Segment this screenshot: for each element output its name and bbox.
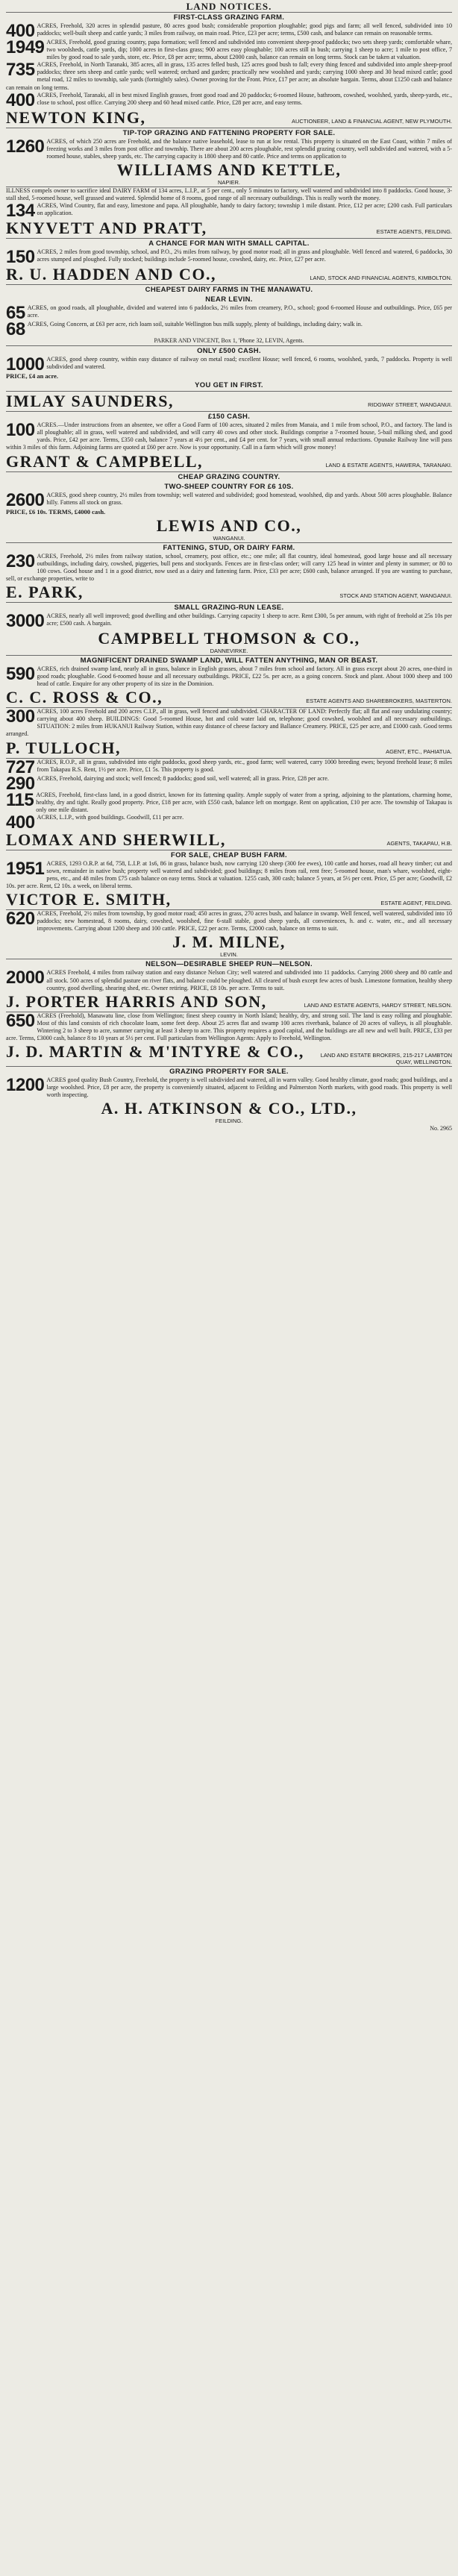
acreage-number: 2000	[6, 969, 45, 988]
agent-signature	[6, 933, 452, 958]
listing-text: ACRES, Freehold, in North Taranaki, 385 acres, all in grass, 135 acres felled bush, 125 acres good bush to fall; every thing fenced and subdivided into ample sheep-proof paddocks; three sets sheep and cattle yards; well watered; orchard and garden; practically new woolshed and yards; carrying 1000 sheep and 30 head mixed cattle; good metal road, 12 miles to township, sale yards (fortnightly sales). Owner proving for the Front. Price, £17 per acre; an absolute bargain. Terms, about £1250 cash and balance can remain on long terms.	[6, 61, 452, 91]
agent-signature	[6, 890, 452, 909]
listing-text: ACRES, 2 miles from good township, school, and P.O., 2¼ miles from railway, by good motor road; all in grass and ploughable. Well fenced and watered, 6 paddocks, 30 acres stumped and ploughed. Fully stocked; buildings include 5-roomed house, cowshed, dairy, etc. Price, £27 per acre.	[37, 248, 452, 263]
listing-text: ACRES, Freehold, 2½ miles from railway station, school, creamery, post office, etc.; one mile; all flat country, ideal homestead, good large house and all necessary outbuildings, including dairy, cowshed, piggeries, bull pens and stockyards. Fences are in first-class order; will carry 125 head in winter and plenty in summer; or 80 to 100 cows. Good house and 1 in a good district, now used as a dairy and fattening farm. Price, £33 per acre; £600 cash, balance arranged. If you are wanting to purchase, sell, or exchange properties, write to	[6, 552, 452, 582]
acreage-number: 230	[6, 552, 35, 571]
listing-paragraph	[6, 969, 452, 991]
acreage-number: 1260	[6, 137, 45, 157]
ad-heading: FOR SALE, CHEAP BUSH FARM.	[171, 850, 287, 859]
agent-name: C. C. ROSS & CO.,	[6, 688, 163, 707]
agent-signature	[6, 219, 452, 237]
listing-paragraph	[6, 1077, 452, 1099]
agent-address: WANGANUI.	[213, 534, 245, 542]
advertisement	[6, 707, 452, 757]
agent-signature	[6, 583, 452, 601]
agent-address: LAND & ESTATE AGENTS, HAWERA, TARANAKI.	[325, 461, 452, 468]
listing-paragraph	[6, 665, 452, 688]
agent-address: NAPIER.	[217, 178, 240, 186]
ad-heading: FIRST-CLASS GRAZING FARM.	[173, 13, 285, 22]
listing-paragraph	[6, 248, 452, 265]
listing-paragraph	[6, 492, 452, 508]
agent-name: NEWTON KING,	[6, 107, 146, 127]
advertisement	[6, 850, 452, 909]
listing-paragraph	[6, 814, 452, 830]
ad-heading: £150 CASH.	[207, 413, 251, 422]
agent-signature	[6, 452, 452, 471]
listing-text: ACRES.—Under instructions from an absentee, we offer a Good Farm of 100 acres, situated 2 miles from Manaia, and 1 mile from school, P.O., and factory. The land is all ploughable; all in grass, well watered and subdivided, and will carry 40 cows and other stock. Buildings comprise a 7-roomed house, 5-bail milking shed, and good yards. Price, £42 per acre. Terms, £350 cash, balance 7 years at 4½ per cent., and £4 per cent. for 7 years, with small annual reductions. Opunake Railway line will pass within 3 miles of this farm. Adjoining farms are quoted at £60 per acre. Now is your opportunity. Call in a farm which will grow money!	[6, 422, 452, 451]
listing-text: ACRES, Freehold, 2½ miles from township, by good motor road; 450 acres in grass, 270 acres bush, and balance in swamp. Well fenced, well watered, subdivided into 10 paddocks; new homestead, 8 rooms, dairy, cowshed, woolshed, fine 6-stall stable, good sheep yards, all conveniences, h. and c. water, etc., and all necessary improvements. Carrying about 1200 sheep and 100 cattle. PRICE, £22 per acre. Terms, £2000 cash, balance on terms to suit.	[37, 910, 452, 933]
listing-text: ACRES, nearly all well improved; good dwelling and other buildings. Carrying capacity 1 sheep to acre. Rent £300, 5s per annum, with right of freehold at 25s 10s per acre; £500 cash. A bargain.	[46, 612, 452, 627]
listing-paragraph	[6, 61, 452, 91]
listing-paragraph	[6, 39, 452, 61]
agent-address: LAND AND ESTATE BROKERS, 215-217 LAMBTON QUAY, WELLINGTON.	[320, 1052, 452, 1066]
agent-address: AGENT, ETC., PAHIATUA.	[386, 748, 452, 755]
ad-heading: NELSON—DESIRABLE SHEEP RUN—NELSON.	[145, 960, 313, 969]
ad-subheading: NEAR LEVIN.	[205, 295, 253, 304]
agent-signature	[6, 392, 452, 410]
listing-paragraph	[6, 92, 452, 108]
listing-paragraph	[6, 356, 452, 372]
advertisement	[6, 411, 452, 471]
listing-text: ACRES, Freehold, 320 acres in splendid pasture, 80 acres good bush; considerable proportion ploughable; good pigs and farm; all well fenced, subdivided into 10 paddocks; well-built sheep and cattle yards; 3 miles from railway, on main road. Price, £23 per acre; terms, £500 cash, and balance can remain on reasonable terms.	[37, 22, 452, 37]
listing-text: ACRES, Freehold, Taranaki, all in best mixed English grasses, front good road and 20 paddocks; 6-roomed House, bathroom, cowshed, woolshed, yards, sheep-yards, etc., close to school, post office. Carrying 200 sheep and 60 head mixed cattle. Price, £28 per acre, and easy terms.	[37, 91, 452, 106]
listing-text: ACRES Freehold, 4 miles from railway station and easy distance Nelson City; well watered and subdivided into 11 paddocks. Carrying 2000 sheep and 80 cattle and all stock. 500 acres of splendid pasture on river flats, and balance could be ploughed. All cleared of bush except few acres of bush. Limestone formation, healthy sheep country, good dwelling, shearing shed, etc. Owner retiring. PRICE, £8 10s. per acre. Terms to suit.	[46, 969, 452, 991]
acreage-number: 3000	[6, 612, 45, 629]
listing-paragraph	[6, 187, 452, 202]
acreage-number: 735	[6, 61, 35, 81]
agent-signature	[6, 992, 452, 1011]
listing-text: ACRES, L.I.P., with good buildings. Goodwill, £11 per acre.	[37, 813, 184, 821]
acreage-number: 400	[6, 22, 35, 39]
agent-address: AGENTS, TAKAPAU, H.B.	[386, 839, 452, 847]
acreage-number: 620	[6, 910, 35, 930]
agent-name: R. U. HADDEN AND CO.,	[6, 265, 217, 284]
listing-paragraph	[6, 792, 452, 814]
listing-paragraph	[6, 612, 452, 629]
agent-name: WILLIAMS AND KETTLE,	[116, 160, 342, 179]
listing-paragraph	[6, 304, 452, 321]
agent-signature	[6, 739, 452, 757]
acreage-number: 650	[6, 1012, 35, 1031]
agent-signature	[6, 688, 452, 706]
ads-column	[6, 12, 452, 1125]
price-line: PRICE, £6 10s. TERMS, £4000 cash.	[6, 507, 106, 515]
advertisement	[6, 187, 452, 238]
agent-address: LAND AND ESTATE AGENTS, HARDY STREET, NELSON.	[304, 1001, 452, 1009]
acreage-number: 300	[6, 708, 35, 727]
listing-text: ACRES, rich drained swamp land, nearly all in grass, balance in English grasses, about 7 miles from school and factory. All in grass except about 20 acres, one-third in good roads; ploughable. Good 6-roomed house and all necessary outbuildings. PRICE, £22 5s. per acre, as a going concern. Stock and plant. About 1000 sheep and 100 head of cattle. Enquire for any other property of its size in the Dominion.	[37, 665, 452, 688]
ad-subheading: TWO-SHEEP COUNTRY FOR £6 10S.	[164, 482, 294, 491]
agent-name: LOMAX AND SHERWILL,	[6, 830, 226, 849]
listing-paragraph	[6, 860, 452, 890]
advertisement	[6, 655, 452, 707]
agent-contact-line: PARKER AND VINCENT, Box 1, 'Phone 32, LEVIN, Agents.	[154, 337, 304, 345]
acreage-number: 115	[6, 791, 34, 810]
listing-text: ACRES, 100 acres Freehold and 200 acres C.I.P., all in grass, well fenced and subdivided. CHARACTER OF LAND: Perfectly flat; all flat and easy undulating country; carrying about 400 sheep. BUILDINGS: Good 5-roomed House, hot and cold water laid on, telephone; good cowshed, woolshed and all necessary outbuildings. SITUATION: 2 miles from HUKANUI Railway Station, within easy distance of cheese factory and Ballance Creamery. PRICE, £25 per acre, and £1000 cash. Good terms arranged.	[6, 708, 452, 738]
listing-paragraph	[6, 1012, 452, 1042]
agent-address: ESTATE AGENTS AND SHAREBROKERS, MASTERTON.	[306, 698, 452, 705]
acreage-number: 400	[6, 91, 35, 108]
agent-signature	[6, 265, 452, 283]
acreage-number: 727	[6, 758, 35, 775]
ad-heading: CHEAPEST DAIRY FARMS IN THE MANAWATU.	[145, 286, 313, 295]
advertisement	[6, 12, 452, 128]
newspaper-page	[6, 0, 452, 2576]
agent-signature	[6, 1042, 452, 1065]
listing-text: ACRES, good sheep country, 2½ miles from township; well watered and subdivided; good homestead, woolshed, dip and yards. About 500 acres ploughable. Balance hilly. Fattens all stock on grass.	[46, 491, 452, 506]
agent-name: KNYVETT AND PRATT,	[6, 219, 207, 238]
listing-paragraph	[6, 422, 452, 451]
agent-name: VICTOR E. SMITH,	[6, 890, 172, 909]
acreage-number: 1200	[6, 1077, 45, 1096]
listing-text: ACRES, Freehold, good grazing country, papa formation; well fenced and subdivided into convenient sheep-proof paddocks; two sets sheep yards; comfortable whare, two woolsheds, cattle yards, dip; 1000 acres in first-class grass; 900 acres easy ploughable; 100 acres still in bush; carrying 1 sheep to acre; 1 mile to post office, 7 miles by good road to sale yards, store, etc. Price, £8 per acre; terms, about £2000 cash, balance can remain on long terms. Stock can be taken at valuation.	[46, 39, 452, 61]
advertisement	[6, 1012, 452, 1066]
acreage-number: 1951	[6, 859, 45, 879]
acreage-number: 290	[6, 774, 35, 792]
agent-name: E. PARK,	[6, 582, 84, 601]
listing-text: ACRES (Freehold), Manawatu line, close from Wellington; finest sheep country in North Island; healthy, dry, and strong soil. The land is easy rolling and ploughable. Most of this land consists of rich chocolate loam, some feet deep. About 25 acres flat and swamp 100 acres riverbank, balance of 20 acres of valleys, is all ploughable. Wintering 2 to 3 sheep to acre, summer carrying at least 3 sheep to acre. This property requires a good capital, and the buildings are all new and well built. PRICE, £33 per acre. Terms, £3000 cash, balance 8 to 10 years at 5½ per cent. Full particulars from Wellington Agents: Apply to Freehold, Wellington.	[6, 1012, 452, 1042]
listing-text: ILLNESS compels owner to sacrifice ideal DAIRY FARM of 134 acres, L.I.P., at 5 per cent., only 5 minutes to factory, well watered and subdivided into 8 paddocks. Good house, 3-stall shed, 5-roomed house, well grassed and watered. Splendid home of 8 rooms, good range of all necessary outbuildings. This is really worth the money.	[6, 187, 452, 202]
listing-paragraph	[6, 759, 452, 775]
end-note: No. 2965	[430, 1125, 452, 1132]
masthead: LAND NOTICES.	[186, 1, 272, 12]
agent-signature	[6, 629, 452, 654]
agent-signature	[6, 160, 452, 186]
agent-address: ESTATE AGENT, FEILDING.	[380, 900, 452, 907]
advertisement	[6, 284, 452, 345]
agent-name: J. M. MILNE,	[172, 933, 286, 952]
agent-signature	[6, 1099, 452, 1124]
acreage-number: 400	[6, 813, 35, 830]
acreage-number: 134	[6, 202, 35, 219]
listing-text: ACRES, on good roads, all ploughable, divided and watered into 6 paddocks, 2½ miles from creamery, P.O., school; good 6-roomed House and outbuildings. Price, £65 per acre.	[27, 304, 452, 319]
listing-text: ACRES good quality Bush Country, Freehold, the property is well subdivided and watered, all in warm valley. Good healthy climate, good roads; good buildings, and a large woolshed. Price, £8 per acre, the property is conveniently situated, adjacent to Feilding and Palmerston North markets, with good roads. This property is well worth inspecting.	[46, 1077, 452, 1099]
agent-signature	[6, 830, 452, 849]
advertisement	[6, 602, 452, 655]
listing-paragraph	[6, 22, 452, 39]
agent-name: IMLAY SAUNDERS,	[6, 392, 175, 411]
acreage-number: 65	[6, 304, 25, 322]
advertisement	[6, 471, 452, 542]
agent-address: DANNEVIRKE.	[210, 647, 248, 654]
advertisement	[6, 1066, 452, 1125]
agent-name: A. H. ATKINSON & CO., LTD.,	[101, 1099, 357, 1118]
ad-heading: TIP-TOP GRAZING AND FATTENING PROPERTY FOR SALE.	[122, 128, 336, 137]
agent-name: CAMPBELL THOMSON & CO.,	[98, 628, 360, 648]
ad-heading: FATTENING, STUD, OR DAIRY FARM.	[163, 543, 295, 552]
advertisement	[6, 345, 452, 391]
listing-paragraph	[6, 553, 452, 583]
listing-text: ACRES, of which 250 acres are Freehold, and the balance native leasehold, lease to run at low rental. This property is situated on the East Coast, within 7 miles of freezing works and 3 miles from post office and township. There are about 200 acres ploughable, rest splendid grazing country, well subdivided and watered, with a 5-roomed house, stables, sheep yards, etc. The carrying capacity is 1800 sheep and 80 cattle. Price and terms on application to	[46, 137, 452, 160]
agent-address: LEVIN.	[220, 951, 238, 959]
ad-heading: CHEAP GRAZING COUNTRY.	[178, 472, 280, 481]
ad-heading: SMALL GRAZING-RUN LEASE.	[174, 603, 284, 612]
ad-heading: ONLY £500 CASH.	[197, 347, 261, 356]
agent-name: J. D. MARTIN & M'INTYRE & CO.,	[6, 1042, 304, 1062]
agent-address: ESTATE AGENTS, FEILDING.	[376, 228, 452, 236]
listing-text: ACRES, good sheep country, within easy distance of railway on metal road; excellent House; well fenced, 6 rooms, woolshed, yards, 7 paddocks. Property is well subdivided and watered.	[46, 356, 452, 371]
advertisement	[6, 959, 452, 1011]
ad-heading: A CHANCE FOR MAN WITH SMALL CAPITAL.	[148, 239, 310, 248]
acreage-number: 150	[6, 248, 35, 266]
agent-address: FEILDING.	[215, 1118, 243, 1125]
listing-paragraph	[6, 910, 452, 933]
listing-text: ACRES, Freehold, first-class land, in a good district, known for its fattening quality. Ample supply of water from a spring, adjoining to the plantations, charming home, healthy, dry and tight. Really good property. Price, £18 per acre, with £550 cash, balance left on mortgage. Rent on application, £10 per acre. The township of Takapau is only one mile distant.	[36, 791, 452, 813]
listing-text: ACRES, Going Concern, at £63 per acre, rich loam soil, suitable Wellington bus milk supply, plenty of buildings, including dairy; walk in.	[27, 321, 363, 328]
acreage-number: 2600	[6, 491, 45, 508]
agent-address: RIDGWAY STREET, WANGANUI.	[368, 401, 452, 409]
ad-footer-text: YOU GET IN FIRST.	[195, 381, 263, 390]
listing-paragraph	[6, 708, 452, 738]
ad-heading: MAGNIFICENT DRAINED SWAMP LAND, WILL FATTEN ANYTHING, MAN OR BEAST.	[80, 656, 378, 665]
listing-text: ACRES, Freehold, dairying and stock; well fenced; 8 paddocks; good soil, well watered; all in grass. Price, £28 per acre.	[37, 774, 329, 782]
acreage-number: 100	[6, 422, 35, 441]
agent-address: LAND, STOCK AND FINANCIAL AGENTS, KIMBOLTON.	[310, 275, 452, 282]
agent-signature	[6, 516, 452, 542]
listing-text: ACRES, Wind Country, flat and easy, limestone and papa. All ploughable, handy to dairy factory; township 1 mile distant. Price, £12 per acre; £200 cash. Full particulars on application.	[37, 202, 452, 217]
acreage-number: 68	[6, 321, 25, 338]
acreage-number: 590	[6, 665, 35, 684]
ad-heading: GRAZING PROPERTY FOR SALE.	[169, 1068, 289, 1077]
agent-address: AUCTIONEER, LAND & FINANCIAL AGENT, NEW PLYMOUTH.	[291, 117, 452, 125]
advertisement	[6, 909, 452, 959]
advertisement	[6, 238, 452, 284]
agent-address: STOCK AND STATION AGENT, WANGANUI.	[339, 592, 452, 599]
acreage-number: 1949	[6, 39, 45, 57]
price-line: PRICE, £4 an acre.	[6, 372, 58, 380]
agent-name: P. TULLOCH,	[6, 738, 122, 757]
agent-signature	[6, 108, 452, 127]
advertisement	[6, 758, 452, 850]
listing-text: ACRES, R.O.P., all in grass, subdivided into eight paddocks, good sheep yards, etc., good farm; well watered, carry 1000 breeding ewes; beyond freehold lease; 8 miles from Takapau R.S. Rent, 1½ per acre. Price, £1 5s. This property is good.	[37, 758, 452, 773]
agent-name: GRANT & CAMPBELL,	[6, 451, 204, 471]
advertisement	[6, 128, 452, 187]
agent-name: J. PORTER HARRIS AND SON,	[6, 991, 267, 1011]
advertisement	[6, 542, 452, 602]
listing-paragraph	[6, 321, 452, 337]
listing-paragraph	[6, 138, 452, 160]
listing-paragraph	[6, 202, 452, 219]
agent-name: LEWIS AND CO.,	[156, 515, 302, 535]
advertisement	[6, 391, 452, 411]
listing-paragraph	[6, 775, 452, 792]
acreage-number: 1000	[6, 356, 45, 373]
listing-text: ACRES, 1293 O.R.P. at 6d, 758, L.I.P. at 1s6, 86 in grass, balance bush, now carrying 120 sheep (300 fee ewes), 100 cattle and horses, road all heavy timber; cut and sown, remainder in native bush; property well watered and subdivided; good buildings; 8 miles from rail, rent free; 5-roomed house, man's whare, woolshed, eight-pens, etc., and 48 miles from £75 cash balance on easy terms. Stock at valuation. 1255 cash, 300 cash; balance 5 years, at 5½ per cent. Price, £5 per acre; Goodwill, £2 10s. per acre. Rent, £2 10s. a week, on liberal terms.	[6, 859, 452, 890]
